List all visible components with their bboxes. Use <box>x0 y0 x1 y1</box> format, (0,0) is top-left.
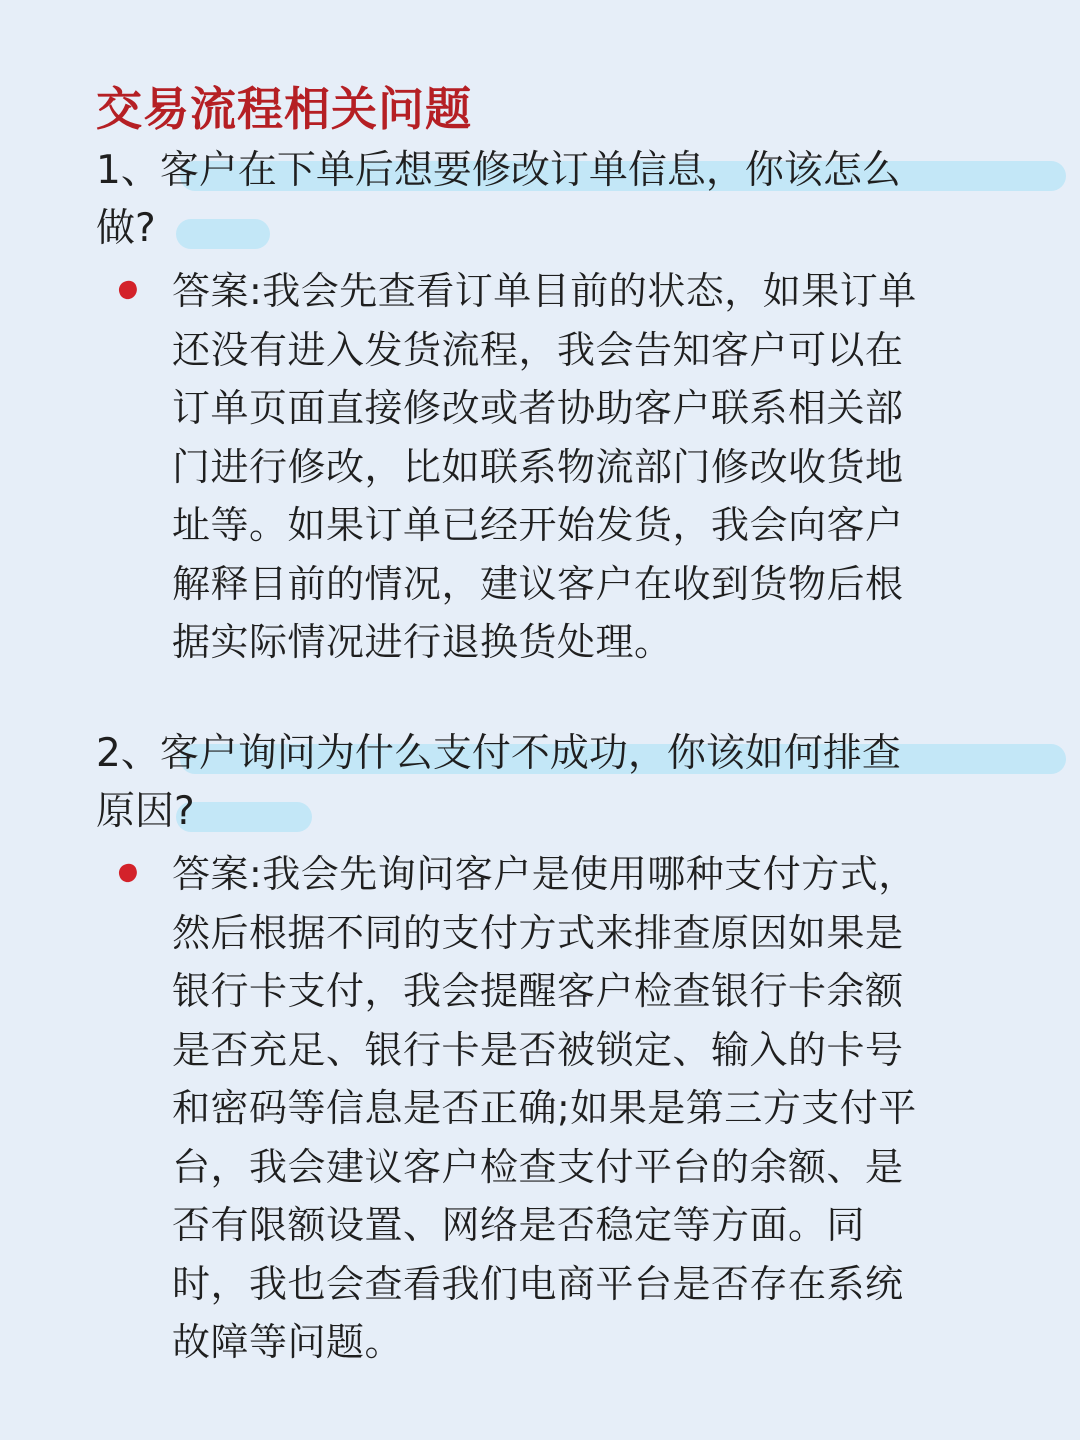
question-highlight <box>176 802 312 832</box>
answer-2-line: 是否充足、银行卡是否被锁定、输入的卡号 <box>172 1027 904 1072</box>
answer-1-line: 订单页面直接修改或者协助客户联系相关部 <box>172 386 904 430</box>
question-2-line-1: 2、客户询问为什么支付不成功，你该如何排查 <box>96 726 1080 784</box>
question-1-line-2: 做? <box>96 201 1080 259</box>
answer-2-line: 答案:我会先询问客户是使用哪种支付方式， <box>172 852 917 896</box>
answer-1-line: 址等。如果订单已经开始发货，我会向客户 <box>172 503 904 547</box>
answer-1-line: 解释目前的情况，建议客户在收到货物后根 <box>172 561 904 606</box>
answer-2 <box>0 845 1080 1372</box>
qa-item-1 <box>0 143 1080 672</box>
question-2 <box>0 726 1080 842</box>
bullet-dot <box>117 279 139 301</box>
qa-item-2 <box>0 726 1080 1372</box>
answer-2-line: 台，我会建议客户检查支付平台的余额、是 <box>172 1144 904 1189</box>
answer-2-line: 故障等问题。 <box>172 1320 404 1364</box>
answer-1-line: 门进行修改，比如联系物流部门修改收货地 <box>172 444 904 489</box>
answer-1-line: 据实际情况进行退换货处理。 <box>172 620 673 664</box>
answer-1-line: 还没有进入发货流程，我会告知客户可以在 <box>172 327 904 372</box>
bullet-dot <box>117 862 139 884</box>
answer-1 <box>0 262 1080 672</box>
answer-2-line: 和密码等信息是否正确;如果是第三方支付平 <box>172 1086 917 1130</box>
question-2-line-2: 原因? <box>96 784 1080 842</box>
answer-2-line: 银行卡支付，我会提醒客户检查银行卡余额 <box>172 969 904 1013</box>
question-highlight <box>176 219 270 249</box>
answer-2-line: 然后根据不同的支付方式来排查原因如果是 <box>172 910 904 955</box>
section-title: 交易流程相关问题 <box>96 82 472 136</box>
question-1-line-1: 1、客户在下单后想要修改订单信息，你该怎么 <box>96 143 1080 201</box>
answer-1-line: 答案:我会先查看订单目前的状态，如果订单 <box>172 269 917 313</box>
answer-2-line: 否有限额设置、网络是否稳定等方面。同 <box>172 1203 866 1247</box>
answer-2-line: 时，我也会查看我们电商平台是否存在系统 <box>172 1261 904 1306</box>
question-1 <box>0 143 1080 259</box>
